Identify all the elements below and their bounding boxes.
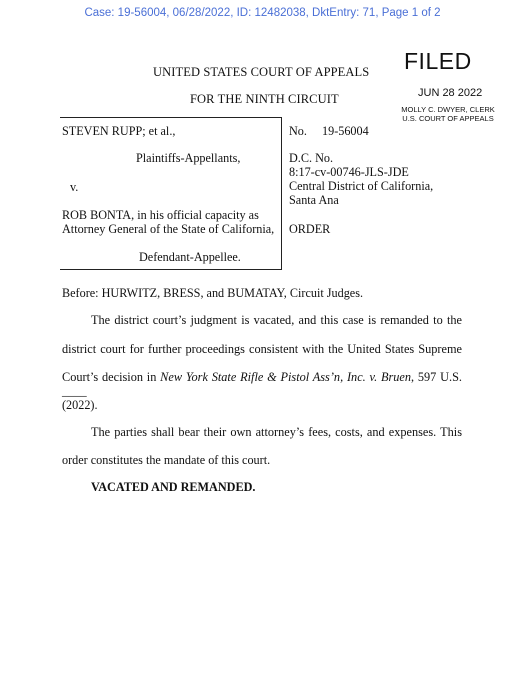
case-citation-name: New York State Rifle & Pistol Ass’n, Inc. v. Bruen [160, 370, 411, 384]
paragraph-1-line-3 [62, 370, 462, 398]
clerk-court: U.S. COURT OF APPEALS [402, 114, 494, 123]
defendant-line1: ROB BONTA, in his official capacity as [62, 208, 259, 222]
caption-top-rule [60, 117, 282, 118]
court-name-line2: FOR THE NINTH CIRCUIT [190, 92, 339, 106]
order-paragraph-1-line-2 [62, 342, 462, 356]
disposition: VACATED AND REMANDED. [91, 480, 256, 494]
district-location: Santa Ana [289, 193, 339, 207]
plaintiffs-role: Plaintiffs-Appellants, [136, 151, 241, 165]
filed-date: JUN 28 2022 [418, 87, 483, 99]
paragraph-2-line-2: order constitutes the mandate of this court. [62, 453, 271, 467]
court-name-line1: UNITED STATES COURT OF APPEALS [153, 65, 370, 79]
paragraph-1-line-1: The district court’s judgment is vacated, and this case is remanded to the [91, 313, 462, 327]
district-name: Central District of California, [289, 179, 434, 193]
paragraph-1-line-2: district court for further proceedings consistent with the United States Supreme [62, 342, 462, 356]
paragraph-1-line-3-lead: Court’s decision in [62, 370, 161, 384]
dc-number: 8:17-cv-00746-JLS-JDE [289, 165, 409, 179]
order-paragraph-2 [62, 425, 462, 439]
case-number-label: No. [289, 124, 307, 138]
plaintiffs-name: STEVEN RUPP; et al., [62, 124, 176, 138]
panel-judges: Before: HURWITZ, BRESS, and BUMATAY, Circuit Judges. [62, 286, 363, 300]
defendant-role: Defendant-Appellee. [139, 250, 241, 264]
clerk-name: MOLLY C. DWYER, CLERK [401, 105, 495, 114]
paragraph-1-line-4: (2022). [62, 398, 98, 412]
filed-stamp-label: FILED [404, 48, 472, 74]
order-paragraph-1 [62, 313, 462, 327]
paragraph-1-line-3-tail: , 597 U.S. ____ [62, 370, 462, 398]
versus: v. [70, 180, 79, 194]
dc-number-label: D.C. No. [289, 151, 334, 165]
case-number: 19-56004 [322, 124, 369, 138]
document-type: ORDER [289, 222, 331, 236]
case-header-stamp: Case: 19-56004, 06/28/2022, ID: 12482038, DktEntry: 71, Page 1 of 2 [84, 7, 441, 19]
paragraph-2-line-1: The parties shall bear their own attorney’s fees, costs, and expenses. This [91, 425, 462, 439]
caption-divider-rule [281, 117, 282, 270]
caption-bottom-rule [60, 269, 282, 270]
order-paragraph-1-line-3 [62, 370, 462, 398]
defendant-line2: Attorney General of the State of California, [62, 222, 275, 236]
